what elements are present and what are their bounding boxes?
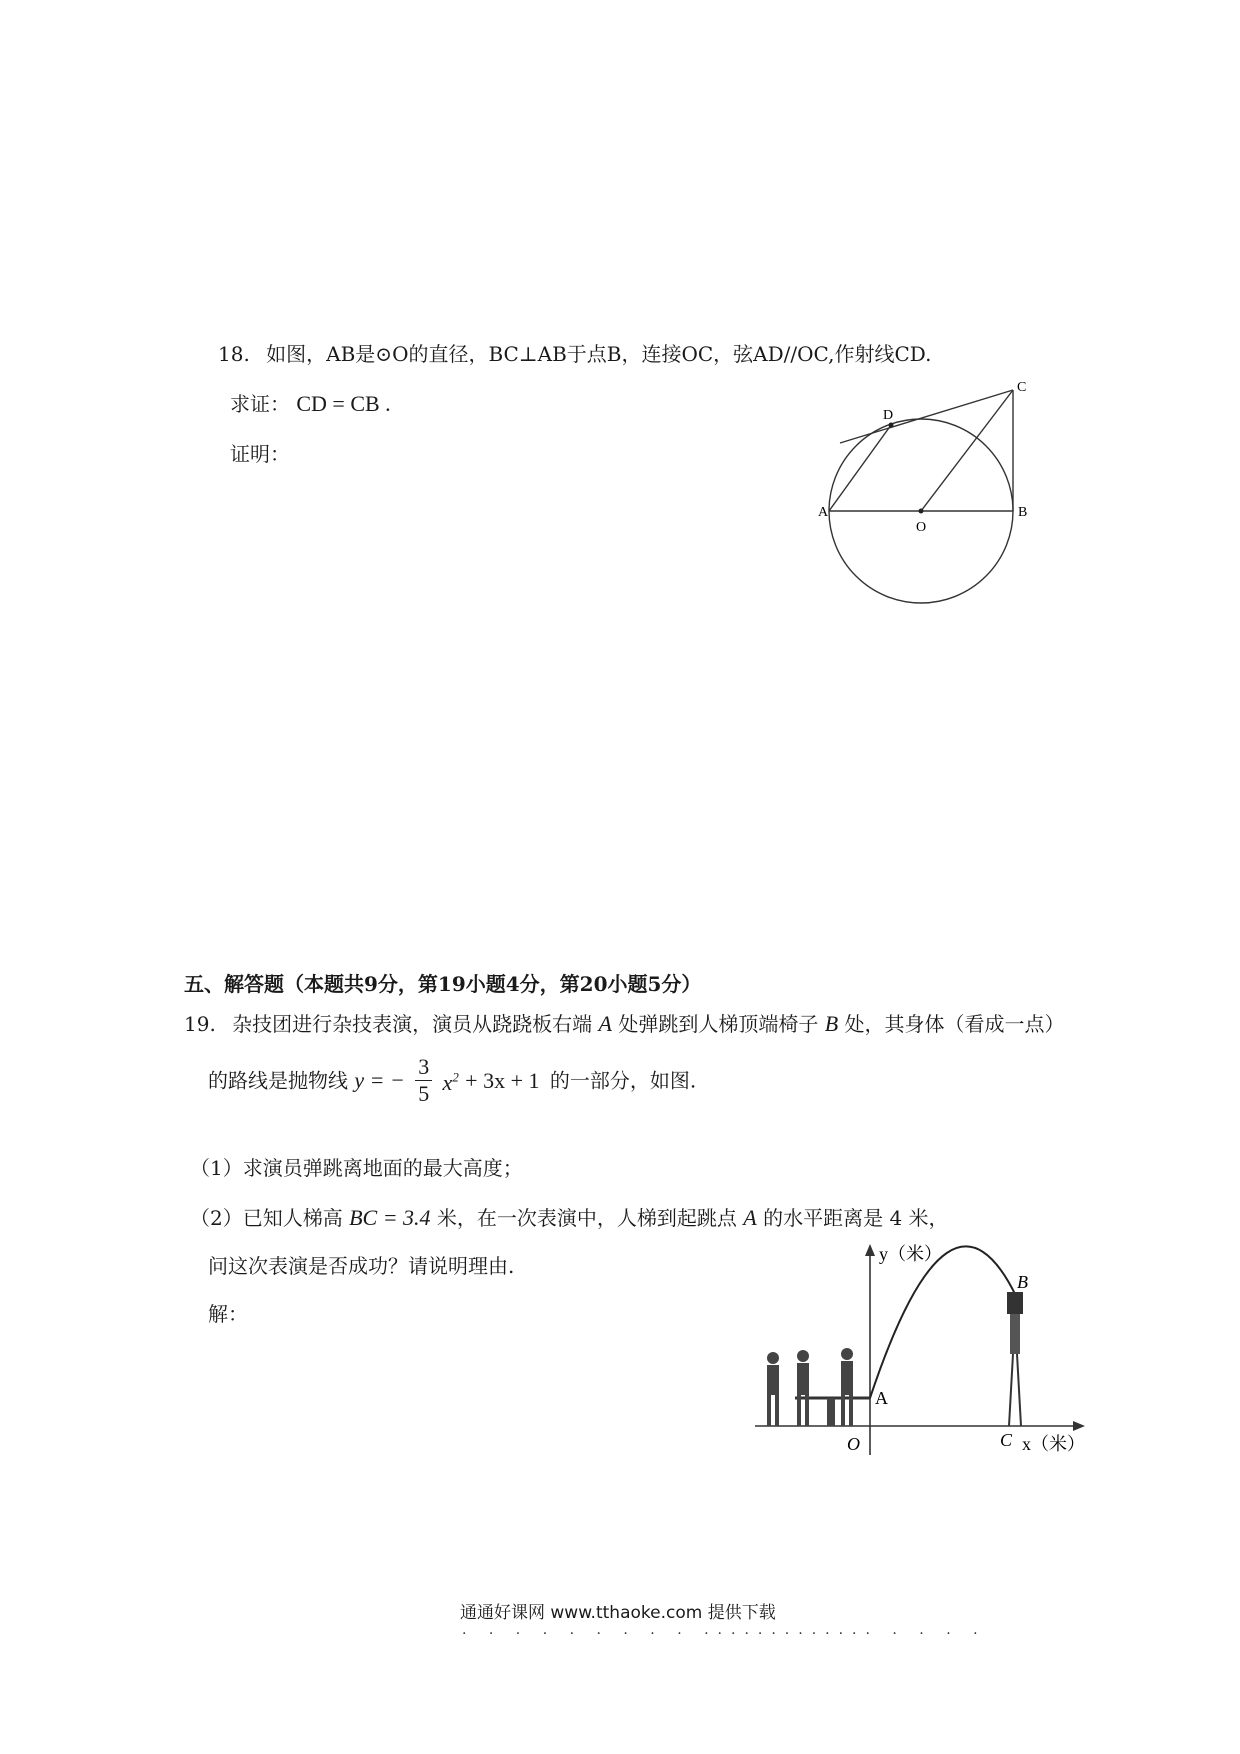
chair-icon [1007,1292,1023,1314]
seesaw-stand-icon [827,1398,835,1426]
ray-cd [840,390,1013,443]
q19-line2 [208,1054,696,1107]
equation-rest: + 3x + 1 [465,1067,540,1093]
label-o: O [847,1434,860,1454]
point-d [889,423,894,428]
x-axis-arrow-icon [1073,1421,1085,1431]
q19-number: 19. [184,1012,216,1036]
q19-text: 的路线是抛物线 [208,1068,348,1093]
label-o: O [916,520,927,535]
q19-bc-expression: BC = 3.4 [349,1205,431,1230]
q19-text: 处，其身体（看成一点） [844,1012,1065,1036]
human-ladder-leg [1017,1354,1021,1426]
label-c: C [1000,1430,1013,1450]
fraction-numerator: 3 [415,1054,432,1081]
q19-var-a: A [743,1205,757,1230]
y-axis-arrow-icon [865,1244,875,1256]
fraction-denominator: 5 [418,1081,430,1106]
x-axis-label: x（米） [1022,1434,1085,1454]
q18-number: 18. [218,342,250,366]
q19-text: （2）已知人梯高 [190,1206,343,1230]
human-ladder-leg [1009,1354,1013,1426]
human-ladder-icon [1010,1314,1020,1354]
q19-text: 处弹跳到人梯顶端椅子 [618,1012,819,1036]
chord-ad [829,425,891,511]
q19-text: 米，在一次表演中，人梯到起跳点 [436,1206,737,1230]
q19-part2-line2: 问这次表演是否成功？请说明理由. [208,1254,515,1278]
q18-prove-line [230,388,391,417]
q18-proof-label: 证明： [230,442,290,466]
segment-oc [921,390,1013,511]
q19-line1 [184,1008,1065,1037]
parabola-path [870,1246,1017,1398]
q18-prove-label: 求证： [230,392,290,416]
label-c: C [1017,380,1027,395]
q19-text: 的水平距离是 4 米， [763,1206,949,1230]
footer-dots: . . . . . . . . . ............. . . . . [462,1622,987,1638]
q18-stem-line [218,338,931,367]
section5-heading: 五、解答题（本题共9分，第19小题4分，第20小题5分） [184,972,702,996]
q19-part2-line1 [190,1202,949,1231]
footer-text: 通通好课网 www.tthaoke.com 提供下载 [460,1603,776,1623]
point-o [919,509,924,514]
q19-answer-label: 解： [208,1302,248,1326]
label-a: A [818,505,829,520]
q19-text: 杂技团进行杂技表演，演员从跷跷板右端 [232,1012,593,1036]
label-b: B [1017,1272,1028,1292]
q19-part1: （1）求演员弹跳离地面的最大高度； [190,1156,523,1180]
label-a: A [875,1388,888,1408]
q19-var-a: A [598,1011,612,1036]
q19-text: 的一部分，如图. [549,1068,697,1093]
equation-x-term: $x^2$ [442,1069,459,1096]
q19-parabola-figure [755,1240,1105,1465]
q18-prove-expression: CD = CB . [296,391,391,416]
performers-icon [767,1348,853,1426]
label-d: D [883,408,894,423]
label-b: B [1018,505,1028,520]
q19-var-b: B [824,1011,839,1036]
equation-lhs: y = − [354,1067,405,1093]
equation-fraction [415,1054,432,1107]
q18-circle-figure [818,375,1028,600]
q18-stem: 如图，AB是⊙O的直径，BC⊥AB于点B，连接OC，弦AD//OC,作射线CD. [266,342,932,366]
y-axis-label: y（米） [879,1244,942,1264]
